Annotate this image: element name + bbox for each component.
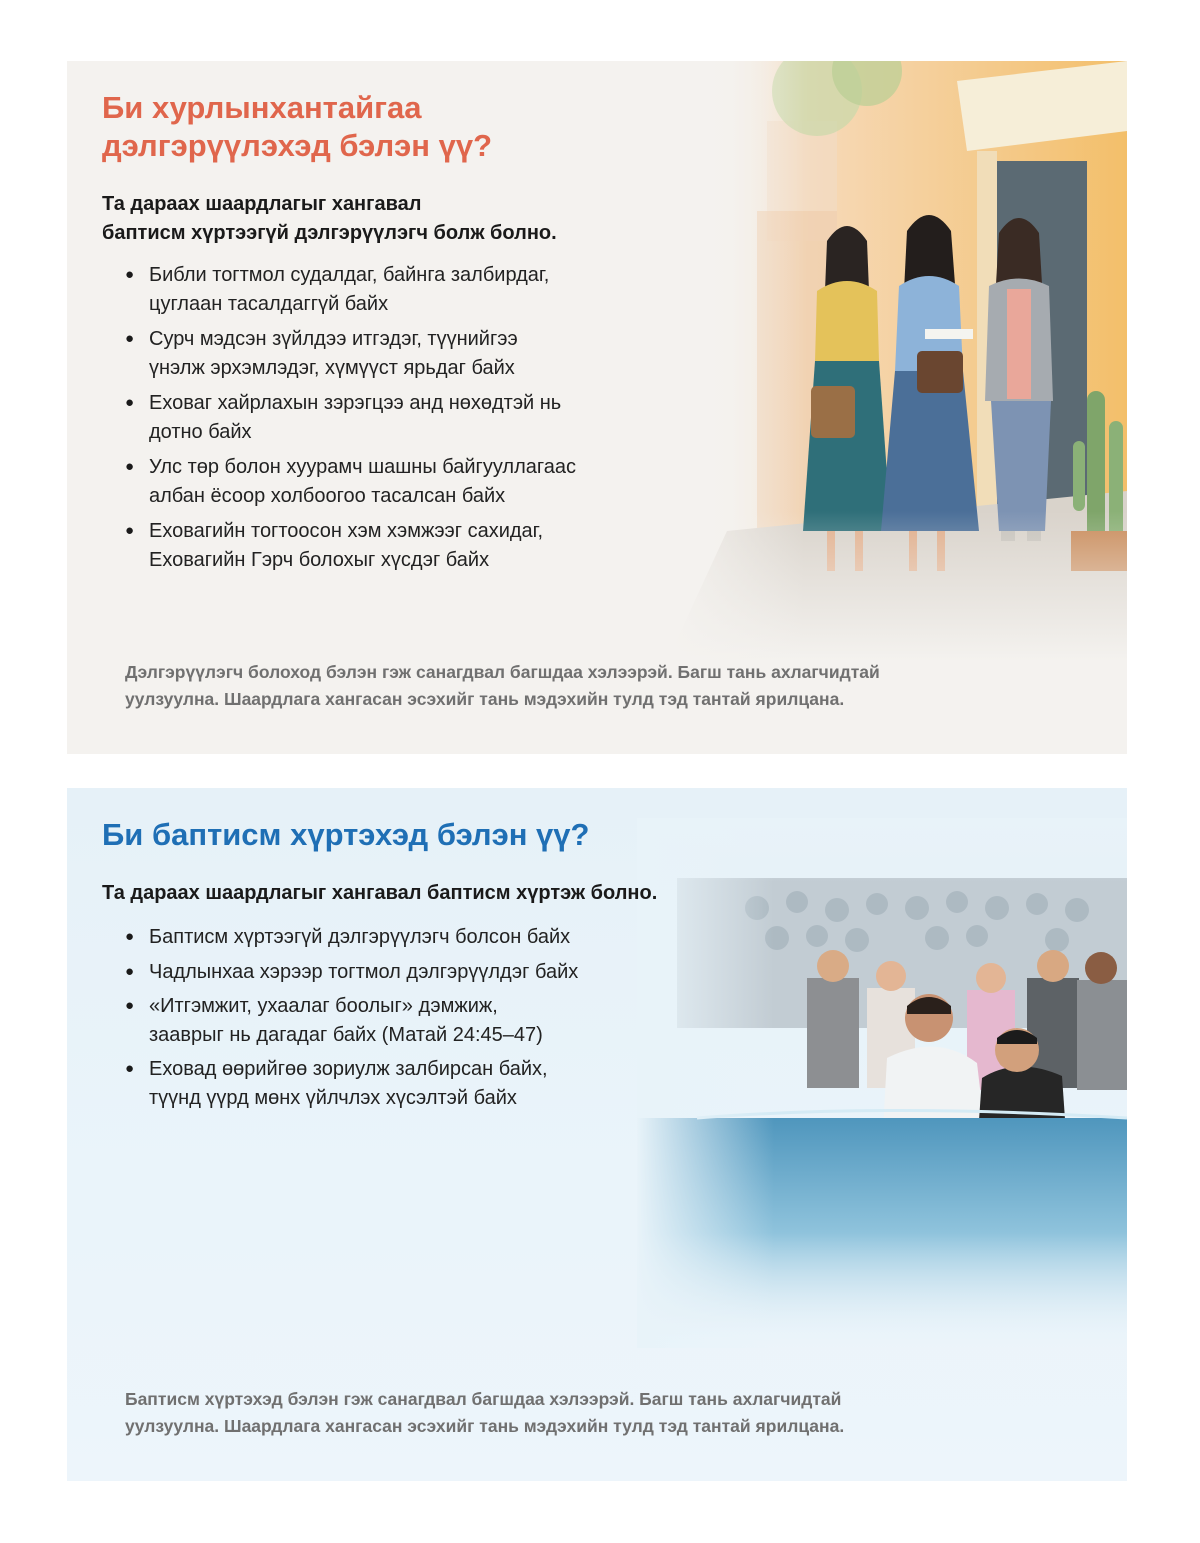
title-line: Би баптисм хүртэхэд бэлэн үү? — [102, 817, 590, 852]
publisher-card — [67, 61, 1127, 754]
list-item — [125, 958, 685, 987]
bullet-icon: ● — [125, 330, 135, 347]
intro-line: баптисм хүртээгүй дэлгэрүүлэгч болж болно. — [102, 222, 557, 244]
item-line: дотно байх — [149, 420, 252, 443]
item-line: цуглаан тасалдаггүй байх — [149, 292, 389, 315]
list-item — [125, 1055, 685, 1112]
item-line: Еховад өөрийгөө зориулж залбирсан байх, — [149, 1058, 548, 1080]
list-item — [125, 325, 665, 382]
street-preaching-illustration — [667, 61, 1127, 661]
bullet-icon: ● — [125, 1060, 135, 1077]
intro-text — [102, 190, 572, 248]
item-line: албан ёсоор холбоогоо тасалсан байх — [149, 484, 506, 507]
footer-note — [125, 659, 1005, 713]
title-line: дэлгэрүүлэхэд бэлэн үү? — [102, 128, 493, 163]
item-line: Еховагийн Гэрч болохыг хүсдэг байх — [149, 548, 490, 571]
item-line: Чадлынхаа хэрээр тогтмол дэлгэрүүлдэг байх — [149, 960, 579, 983]
card-title — [102, 89, 492, 165]
title-line: Би хурлынхантайгаа — [102, 90, 422, 125]
bullet-icon: ● — [125, 458, 135, 475]
list-item — [125, 261, 665, 318]
item-line: Библи тогтмол судалдаг, байнга залбирдаг, — [149, 264, 550, 286]
bullet-icon: ● — [125, 928, 135, 945]
requirements-list — [125, 261, 665, 581]
item-line: Еховаг хайрлахын зэрэгцээ анд нөхөдтэй нь — [149, 392, 562, 414]
list-item — [125, 453, 665, 510]
card-title — [102, 816, 589, 854]
item-line: «Итгэмжит, ухаалаг боолыг» дэмжиж, — [149, 995, 498, 1017]
requirements-list — [125, 923, 685, 1118]
bullet-icon: ● — [125, 394, 135, 411]
list-item — [125, 517, 665, 574]
item-line: Улс төр болон хуурамч шашны байгууллагаас — [149, 456, 576, 478]
item-line: үнэлж эрхэмлэдэг, хүмүүст ярьдаг байх — [149, 356, 515, 379]
item-line: зааврыг нь дагадаг байх (Матай 24:45–47) — [149, 1023, 543, 1046]
footer-line: Баптисм хүртэхэд бэлэн гэж санагдвал багшдаа хэлээрэй. Багш тань ахлагчидтай — [125, 1389, 842, 1409]
item-line: түүнд үүрд мөнх үйлчлэх хүсэлтэй байх — [149, 1086, 517, 1109]
bullet-icon: ● — [125, 962, 135, 980]
bullet-icon: ● — [125, 266, 135, 283]
bullet-icon: ● — [125, 522, 135, 539]
intro-line: Та дараах шаардлагыг хангавал — [102, 193, 422, 215]
footer-line: уулзуулна. Шаардлага хангасан эсэхийг тань мэдэхийн тулд тэд тантай ярилцана. — [125, 1416, 845, 1436]
list-item — [125, 992, 685, 1049]
intro-text — [102, 879, 802, 908]
list-item — [125, 389, 665, 446]
item-line: Баптисм хүртээгүй дэлгэрүүлэгч болсон байх — [149, 926, 571, 948]
bullet-icon: ● — [125, 997, 135, 1014]
intro-line: Та дараах шаардлагыг хангавал баптисм хүртэж болно. — [102, 882, 658, 904]
baptism-card — [67, 788, 1127, 1481]
footer-line: Дэлгэрүүлэгч болоход бэлэн гэж санагдвал багшдаа хэлээрэй. Багш тань ахлагчидтай — [125, 662, 880, 682]
item-line: Сурч мэдсэн зүйлдээ итгэдэг, түүнийгээ — [149, 328, 518, 350]
footer-note — [125, 1386, 1005, 1440]
footer-line: уулзуулна. Шаардлага хангасан эсэхийг тань мэдэхийн тулд тэд тантай ярилцана. — [125, 689, 845, 709]
item-line: Еховагийн тогтоосон хэм хэмжээг сахидаг, — [149, 520, 544, 542]
list-item — [125, 923, 685, 952]
